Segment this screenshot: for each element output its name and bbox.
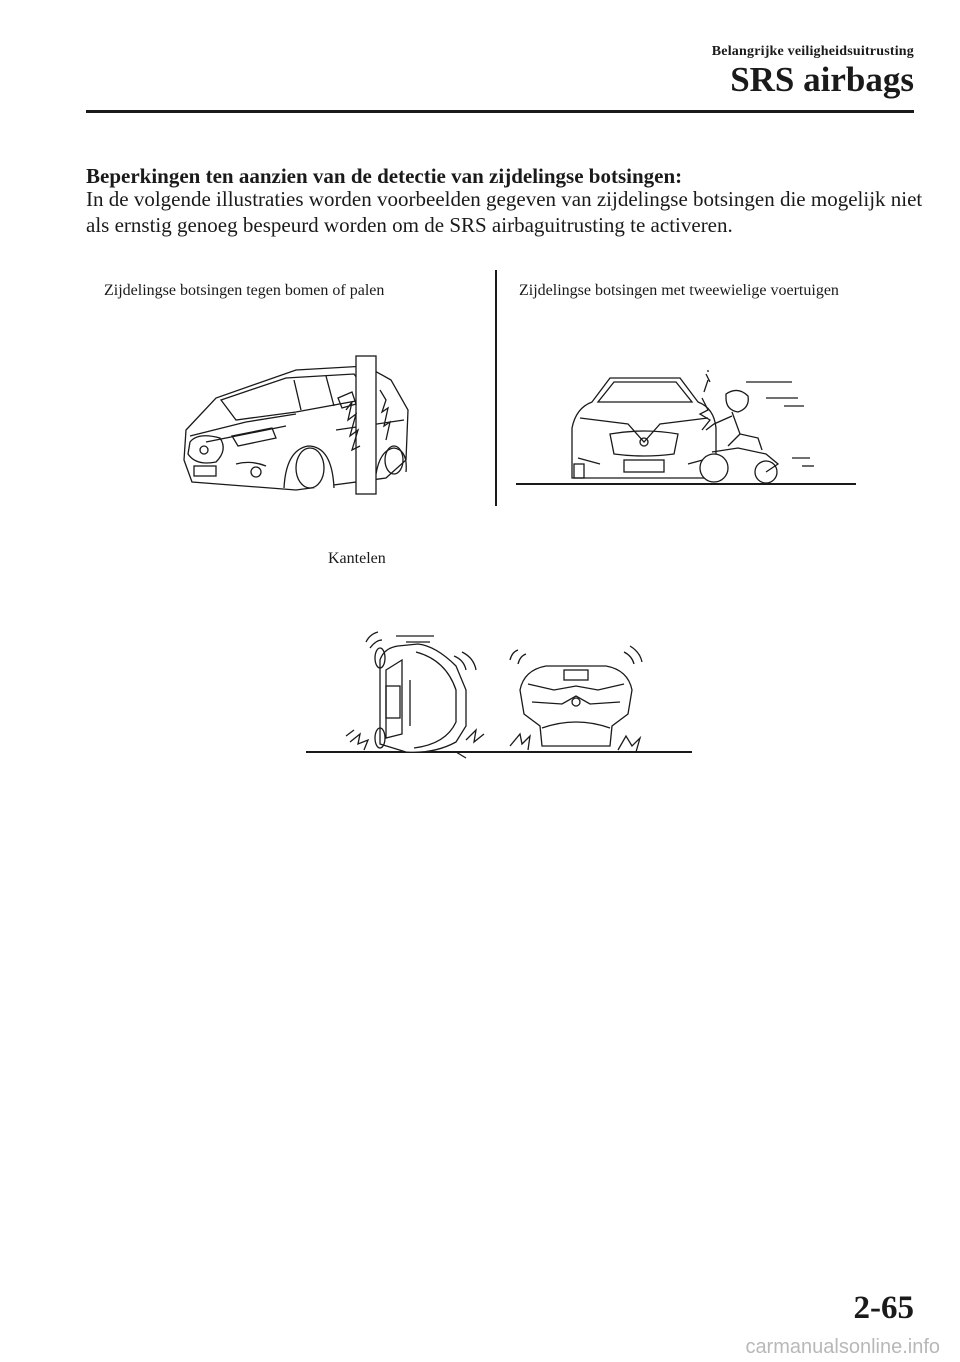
watermark: carmanualsonline.info — [745, 1336, 940, 1358]
two-wheeler-collision-illustration — [516, 368, 861, 488]
body-paragraph: In de volgende illustraties worden voorbeelden gegeven van zijdelingse botsingen die mogelijk niet als ernstig genoeg bespeurd worden om de SRS airbaguitrusting te activeren. — [86, 187, 923, 237]
page-title: SRS airbags — [730, 60, 914, 99]
header-rule — [86, 110, 914, 113]
pole-collision-illustration — [176, 350, 416, 500]
rollover-illustration — [306, 630, 692, 756]
figure-divider — [495, 270, 497, 506]
caption-rollover: Kantelen — [328, 550, 386, 567]
caption-two-wheeler-collision: Zijdelingse botsingen met tweewielige voertuigen — [519, 282, 839, 299]
page-number: 2-65 — [853, 1290, 914, 1326]
caption-pole-collision: Zijdelingse botsingen tegen bomen of palen — [104, 282, 385, 299]
section-heading: Beperkingen ten aanzien van de detectie van zijdelingse botsingen: — [86, 164, 683, 188]
section-header: Belangrijke veiligheidsuitrusting — [711, 44, 914, 59]
